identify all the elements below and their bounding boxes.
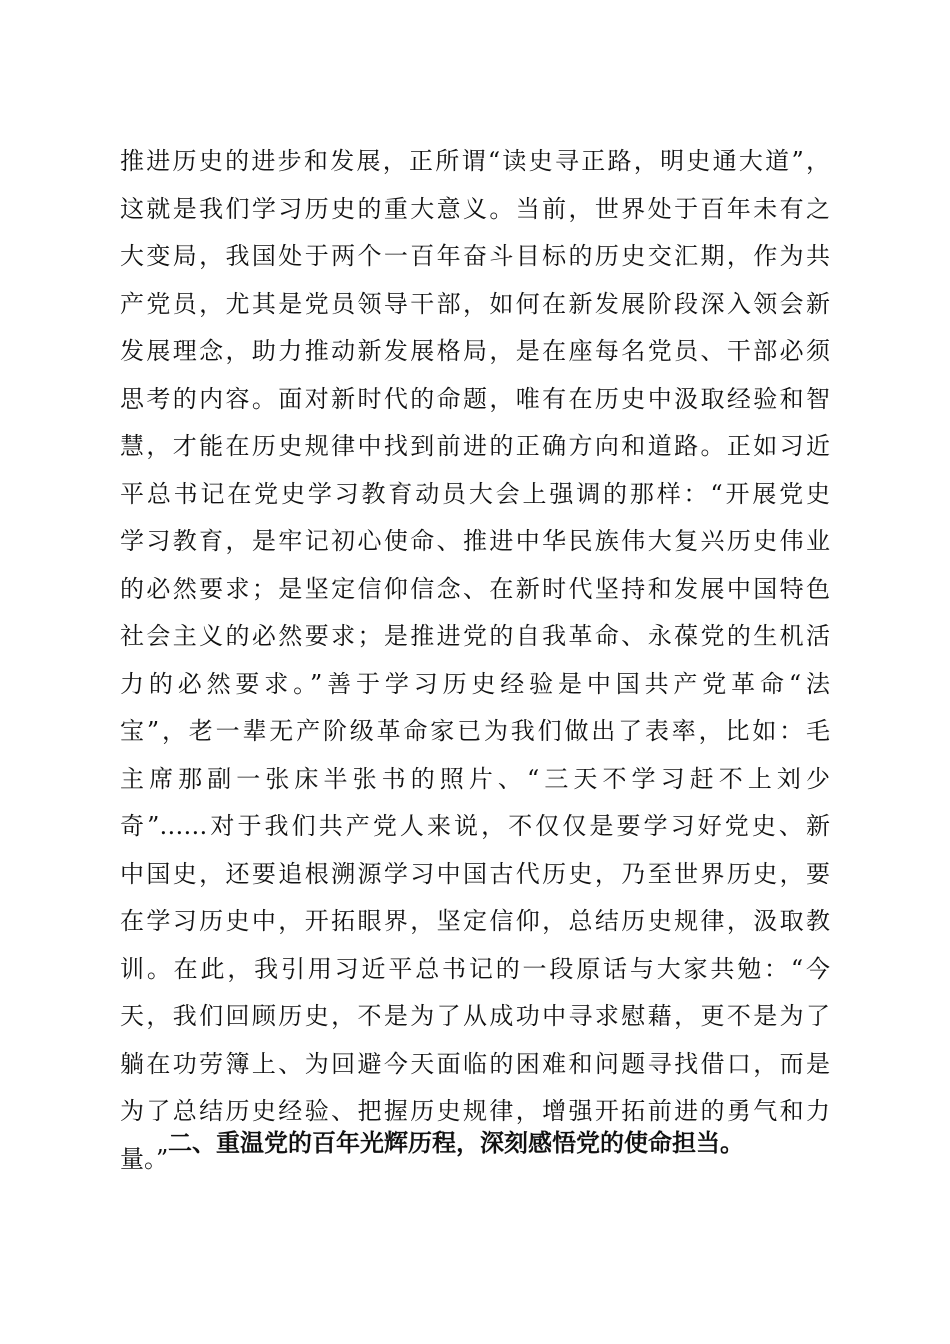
- paragraph-line: 思考的内容。面对新时代的命题，唯有在历史中汲取经验和智: [120, 384, 830, 413]
- section-heading: 二、重温党的百年光辉历程，深刻感悟党的使命担当。: [168, 1129, 744, 1157]
- paragraph-line: 奇”……对于我们共产党人来说，不仅仅是要学习好党史、新: [120, 812, 830, 840]
- paragraph-line: 中国史，还要追根溯源学习中国古代历史，乃至世界历史，要: [120, 859, 830, 888]
- paragraph-line: 这就是我们学习历史的重大意义。当前，世界处于百年未有之: [120, 194, 830, 223]
- body-paragraph: [120, 138, 830, 1183]
- paragraph-line: 学习教育，是牢记初心使命、推进中华民族伟大复兴历史伟业: [120, 527, 830, 555]
- paragraph-line: 在学习历史中，开拓眼界，坚定信仰，总结历史规律，汲取教: [120, 907, 830, 935]
- paragraph-line: 的必然要求；是坚定信仰信念、在新时代坚持和发展中国特色: [120, 574, 830, 603]
- paragraph-line: 慧，才能在历史规律中找到前进的正确方向和道路。正如习近: [120, 432, 830, 460]
- paragraph-line: 力的必然要求。”善于学习历史经验是中国共产党革命“法: [120, 669, 830, 698]
- paragraph-line: 训。在此，我引用习近平总书记的一段原话与大家共勉：“今: [120, 954, 830, 983]
- paragraph-line: 天，我们回顾历史，不是为了从成功中寻求慰藉，更不是为了: [120, 1002, 830, 1030]
- paragraph-line: 发展理念，助力推动新发展格局，是在座每名党员、干部必须: [120, 337, 830, 365]
- paragraph-line: 主席那副一张床半张书的照片、“三天不学习赶不上刘少: [120, 764, 830, 793]
- paragraph-line: 产党员，尤其是党员领导干部，如何在新发展阶段深入领会新: [120, 289, 830, 318]
- paragraph-line: 宝”，老一辈无产阶级革命家已为我们做出了表率，比如：毛: [120, 717, 830, 745]
- paragraph-line: 社会主义的必然要求；是推进党的自我革命、永葆党的生机活: [120, 622, 830, 650]
- paragraph-line: 大变局，我国处于两个一百年奋斗目标的历史交汇期，作为共: [120, 242, 830, 270]
- paragraph-line: 为了总结历史经验、把握历史规律，增强开拓前进的勇气和力: [120, 1097, 830, 1125]
- paragraph-line: 躺在功劳簿上、为回避今天面临的困难和问题寻找借口，而是: [120, 1049, 830, 1078]
- paragraph-line: 量。”: [120, 1144, 169, 1173]
- paragraph-line: 推进历史的进步和发展，正所谓“读史寻正路，明史通大道”，: [120, 147, 830, 175]
- paragraph-line: 平总书记在党史学习教育动员大会上强调的那样：“开展党史: [120, 479, 830, 508]
